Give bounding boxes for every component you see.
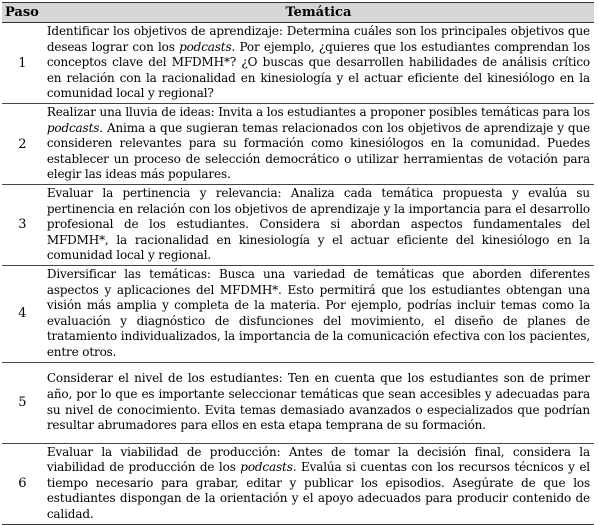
table-header (2, 3, 594, 23)
step-description (43, 104, 594, 185)
step-text-italic: podcasts (46, 120, 100, 135)
step-text: Considerar el nivel de los estudiantes: Ten en cuenta que los estudiantes son de primer año, por lo que es importante seleccionar temáticas que sean accesibles y adecuadas para su nivel de conocimiento. Evita temas demasiado avanzados o especializados que podrían resultar abrumadores para ellos en esta etapa temprana de su formación. (46, 371, 590, 433)
header-row (2, 3, 594, 23)
step-number: 6 (2, 443, 43, 524)
step-number: 1 (2, 23, 43, 104)
step-text: Realizar una lluvia de ideas: Invita a los estudiantes a proponer posibles temáticas para los (46, 105, 590, 120)
step-text: Identificar los objetivos de aprendizaje: Determina cuáles son los principales objetivos que deseas lograr con los (46, 24, 590, 54)
step-text: . Por ejemplo, ¿quieres que los estudiantes comprendan los conceptos clave del MFDMH*? ¿O buscas que desarrollen habilidades de análisis crítico en relación con la racionalidad en kinesiología y el actuar eficiente del kinesiólogo en la comunidad local y regional? (46, 39, 590, 101)
steps-table (2, 2, 594, 525)
step-description (43, 185, 594, 266)
step-number: 3 (2, 185, 43, 266)
header-topic: Temática (43, 3, 594, 23)
step-number: 2 (2, 104, 43, 185)
table-row (2, 104, 594, 185)
step-text: . Anima a que sugieran temas relacionados con los objetivos de aprendizaje y que consideren relevantes para su formación como kinesiólogos en la comunidad. Puedes establecer un proceso de selección democrático o utilizar herramientas de votación para elegir las ideas más populares. (46, 120, 590, 182)
step-description (43, 362, 594, 443)
table-row (2, 185, 594, 266)
step-text: Evaluar la pertinencia y relevancia: Analiza cada temática propuesta y evalúa su pertinencia en relación con los objetivos de aprendizaje y la importancia para el desarrollo profesional de los estudiantes. Considera si abordan aspectos fundamentales del MFDMH*, la racionalidad en kinesiología y el actuar eficiente del kinesiólogo en la comunidad local y regional. (46, 186, 590, 263)
header-step: Paso (2, 3, 43, 23)
table-body (2, 23, 594, 525)
step-description (43, 23, 594, 104)
table-row (2, 362, 594, 443)
step-text: . Evalúa si cuentas con los recursos técnicos y el tiempo necesario para grabar, editar y publicar los episodios. Asegúrate de que los estudiantes dispongan de la orientación y el apoyo adecuados para producir contenido de calidad. (46, 460, 590, 521)
table-row (2, 265, 594, 362)
step-text: Diversificar las temáticas: Busca una variedad de temáticas que aborden diferentes aspectos y aplicaciones del MFDMH*. Esto permitirá que los estudiantes obtengan una visión más amplia y completa de la materia. Por ejemplo, podrías incluir temas como la evaluación y diagnóstico de disfunciones del movimiento, el diseño de planes de tratamiento individualizados, la importancia de la comunicación efectiva con los pacientes, entre otros. (46, 266, 590, 359)
step-number: 5 (2, 362, 43, 443)
step-text: Evaluar la viabilidad de producción: Antes de tomar la decisión final, considera la viabilidad de producción de los (46, 444, 590, 475)
step-description (43, 265, 594, 362)
step-number: 4 (2, 265, 43, 362)
table-row (2, 23, 594, 104)
step-text-italic: podcasts (240, 460, 293, 475)
step-text-italic: podcasts (179, 39, 232, 54)
